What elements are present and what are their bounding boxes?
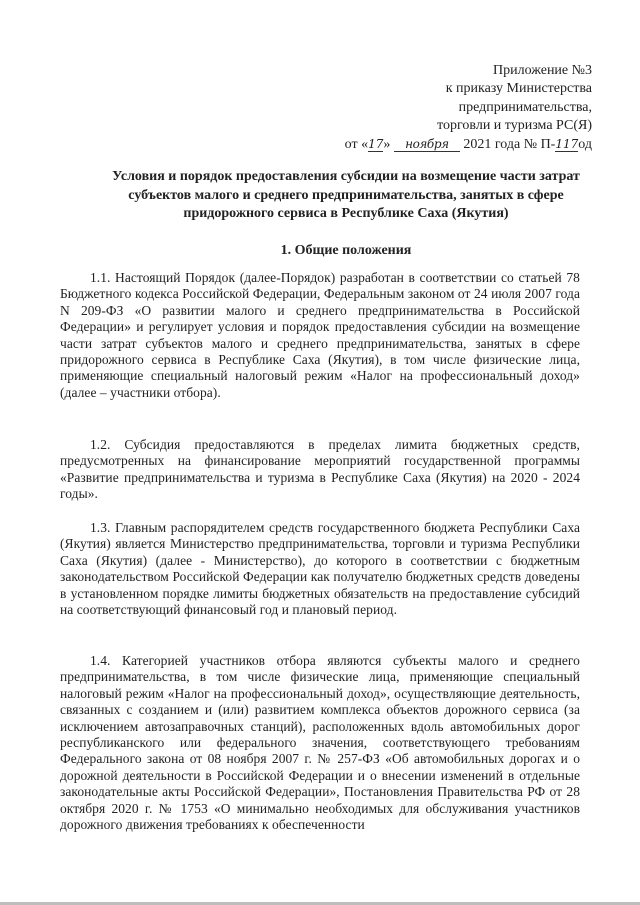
date-mid: » bbox=[383, 136, 391, 152]
appendix-line-1: Приложение №3 bbox=[493, 63, 592, 78]
appendix-line-2: к приказу Министерства bbox=[445, 81, 592, 97]
handwritten-order-number: 117 bbox=[555, 136, 579, 151]
appendix-line-4: торговли и туризма РС(Я) bbox=[437, 118, 592, 134]
appendix-header bbox=[345, 62, 592, 154]
paragraph-1-1: 1.1. Настоящий Порядок (далее-Порядок) разработан в соответствии со статьей 78 Бюджетного кодекса Российской Федерации, Федеральным законом от 24 июля 2007 года N 209-ФЗ «О развитии малого и среднего предпринимательства в Российской Федерации» и регулирует условия и порядок предоставления субсидии на возмещение части затрат субъектов малого и среднего предпринимательства, занятых в сфере придорожного сервиса в Республике Саха (Якутия), в том числе физические лица, применяющие специальный налоговый режим «Налог на профессиональный доход» (далее – участники отбора). bbox=[60, 270, 580, 400]
date-suffix: од bbox=[578, 136, 592, 152]
section-heading: 1. Общие положения bbox=[280, 243, 412, 258]
date-year: 2021 года № П- bbox=[463, 136, 556, 152]
paragraph-1-2: 1.2. Субсидия предоставляются в пределах лимита бюджетных средств, предусмотренных на финансирование мероприятий государственной программы «Развитие предпринимательства и туризма в Республике Саха (Якутия) на 2020 - 2024 годы». bbox=[60, 437, 580, 502]
appendix-line-3: предпринимательства, bbox=[458, 99, 592, 115]
document-title: Условия и порядок предоставления субсидии на возмещение части затрат субъектов малого и среднего предпринимательства, занятых в сфере придорожного сервиса в Республике Саха (Якутия) bbox=[112, 169, 580, 221]
handwritten-day: 17 bbox=[368, 136, 384, 151]
paragraph-1-4: 1.4. Категорией участников отбора являются субъекты малого и среднего предпринимательства, в том числе физические лица, применяющие специальный налоговый режим «Налог на профессиональный доход», осуществляющие деятельность, связанных с созданием и (или) развитием комплекса объектов дорожного сервиса (за исключением автозаправочных станций), расположенных вдоль автомобильных дорог республиканского или федерального значения, соответствующего требованиям Федерального закона от 08 ноября 2007 г. № 257-ФЗ «Об автомобильных дорогах и о дорожной деятельности в Российской Федерации и о внесении изменений в отдельные законодательные акты Российской Федерации», Постановления Правительства РФ от 28 октября 2020 г. № 1753 «О минимально необходимых для обслуживания участников дорожного движения требованиях к обеспеченности bbox=[60, 653, 580, 833]
date-prefix: от « bbox=[344, 136, 369, 152]
appendix-date-line bbox=[345, 136, 592, 154]
handwritten-month: ноября bbox=[394, 138, 460, 152]
paragraph-1-3: 1.3. Главным распорядителем средств государственного бюджета Республики Саха (Якутия) является Министерство предпринимательства, торговли и туризма Республики Саха (Якутия) (далее - Министерство), до которого в соответствии с бюджетным законодательством Российской Федерации как получателю бюджетных средств доведены в установленном порядке лимиты бюджетных обязательств на предоставление субсидий на соответствующий финансовый год и плановый период. bbox=[60, 520, 580, 618]
